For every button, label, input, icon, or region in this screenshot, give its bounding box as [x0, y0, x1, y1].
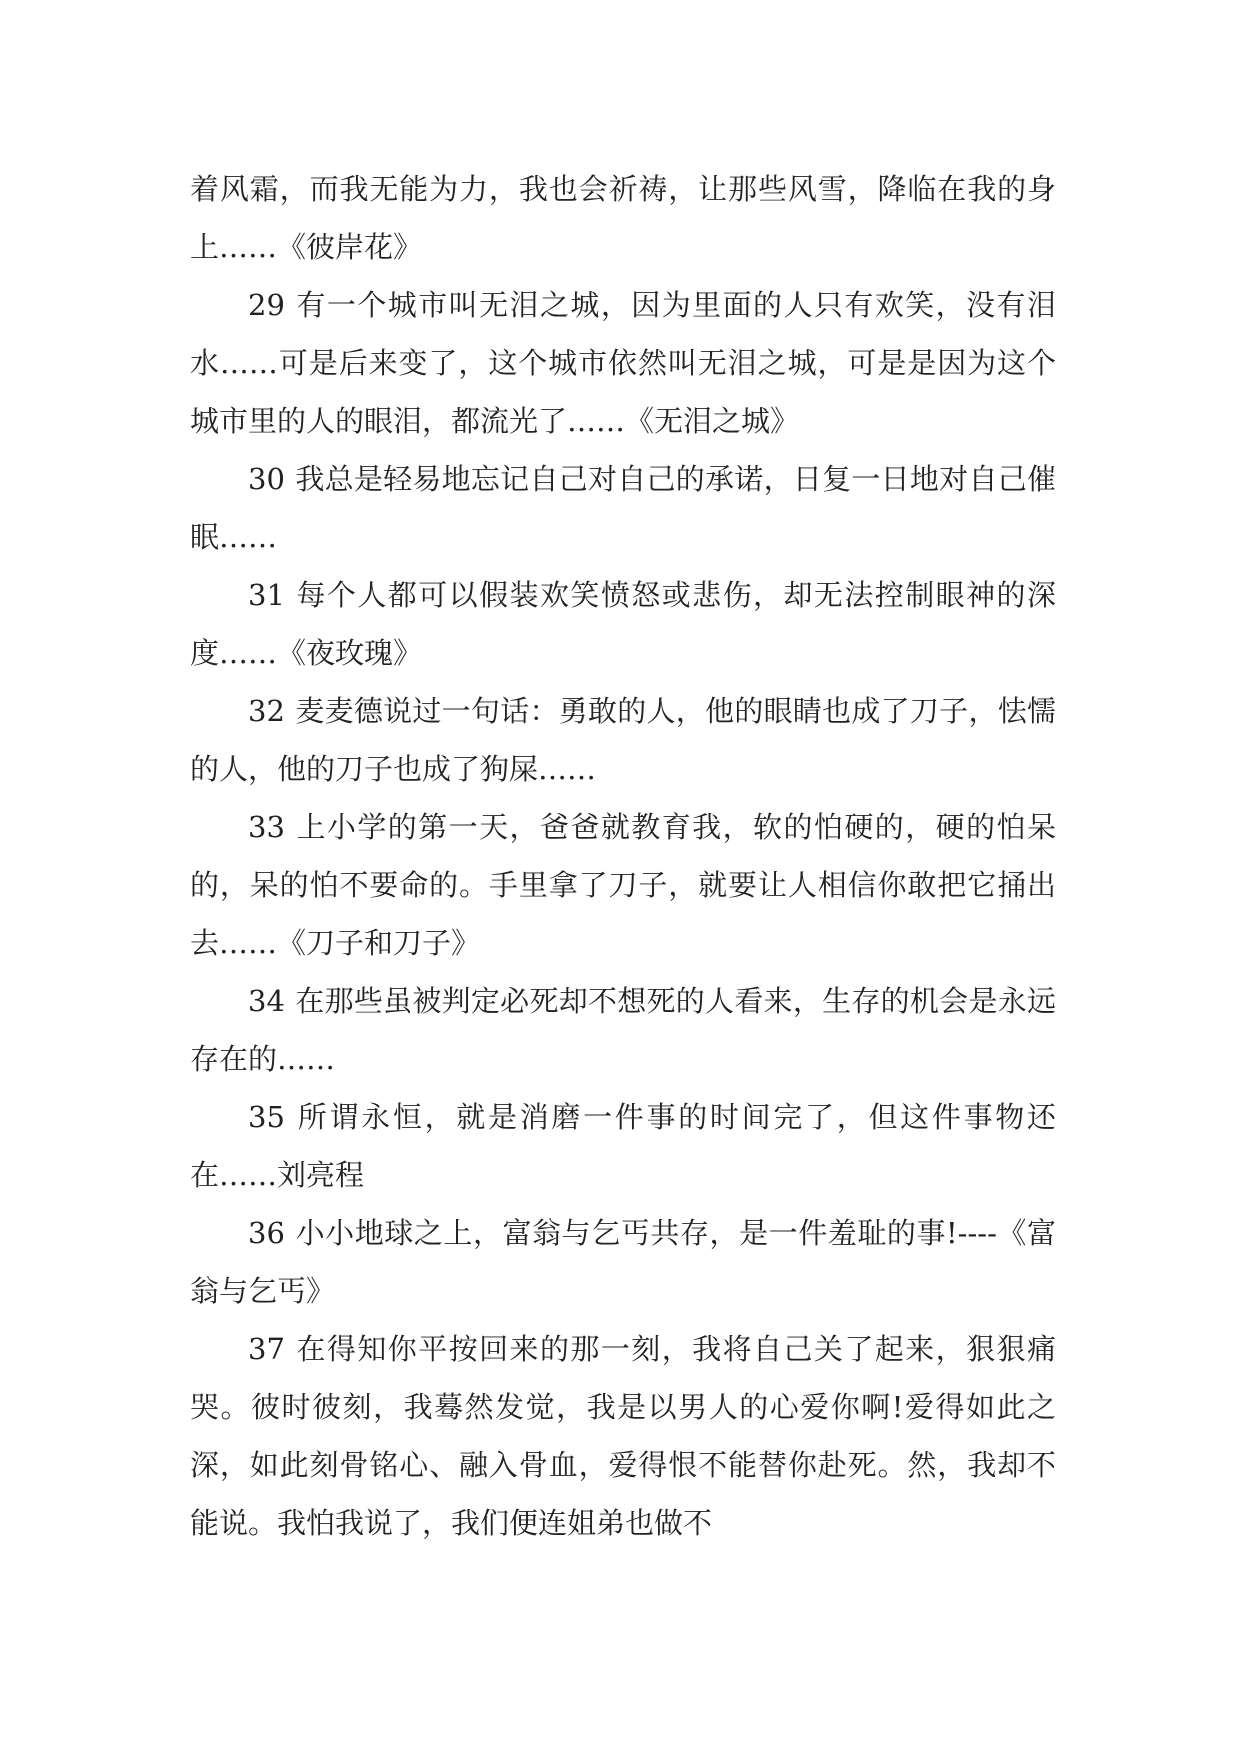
paragraph-text: 上小学的第一天，爸爸就教育我，软的怕硬的，硬的怕呆的，呆的怕不要命的。手里拿了刀子，就要让人相信你敢把它捅出去……《刀子和刀子》	[190, 810, 1056, 960]
paragraph-text: 有一个城市叫无泪之城，因为里面的人只有欢笑，没有泪水……可是后来变了，这个城市依然叫无泪之城，可是是因为这个城市里的人的眼泪，都流光了……《无泪之城》	[190, 288, 1056, 438]
paragraph-37	[190, 1320, 1056, 1552]
paragraph-text: 着风霜，而我无能为力，我也会祈祷，让那些风雪，降临在我的身上……《彼岸花》	[190, 172, 1056, 264]
paragraph-34	[190, 972, 1056, 1088]
paragraph-32	[190, 682, 1056, 798]
paragraph-number: 36	[248, 1216, 285, 1250]
paragraph-text: 麦麦德说过一句话：勇敢的人，他的眼睛也成了刀子，怯懦的人，他的刀子也成了狗屎……	[190, 694, 1056, 786]
paragraph-number: 35	[248, 1100, 285, 1134]
paragraph-number: 29	[248, 288, 285, 322]
paragraph-number: 33	[248, 810, 285, 844]
paragraph-continued	[190, 160, 1056, 276]
paragraph-number: 34	[248, 984, 285, 1018]
paragraph-number: 31	[248, 578, 285, 612]
paragraph-text: 我总是轻易地忘记自己对自己的承诺，日复一日地对自己催眠……	[190, 462, 1056, 554]
paragraph-35	[190, 1088, 1056, 1204]
paragraph-number: 30	[248, 462, 285, 496]
paragraph-33	[190, 798, 1056, 972]
paragraph-29	[190, 276, 1056, 450]
paragraph-text: 每个人都可以假装欢笑愤怒或悲伤，却无法控制眼神的深度……《夜玫瑰》	[190, 578, 1056, 670]
paragraph-text: 在得知你平按回来的那一刻，我将自己关了起来，狠狠痛哭。彼时彼刻，我蓦然发觉，我是以男人的心爱你啊!爱得如此之深，如此刻骨铭心、融入骨血，爱得恨不能替你赴死。然，我却不能说。我怕我说了，我们便连姐弟也做不	[190, 1332, 1056, 1540]
paragraph-text: 在那些虽被判定必死却不想死的人看来，生存的机会是永远存在的……	[190, 984, 1056, 1076]
paragraph-36	[190, 1204, 1056, 1320]
paragraph-number: 32	[248, 694, 285, 728]
document-body	[190, 160, 1056, 1552]
paragraph-30	[190, 450, 1056, 566]
paragraph-text: 所谓永恒，就是消磨一件事的时间完了，但这件事物还在……刘亮程	[190, 1100, 1056, 1192]
paragraph-text: 小小地球之上，富翁与乞丐共存，是一件羞耻的事!----《富翁与乞丐》	[190, 1216, 1056, 1308]
paragraph-number: 37	[248, 1332, 285, 1366]
paragraph-31	[190, 566, 1056, 682]
